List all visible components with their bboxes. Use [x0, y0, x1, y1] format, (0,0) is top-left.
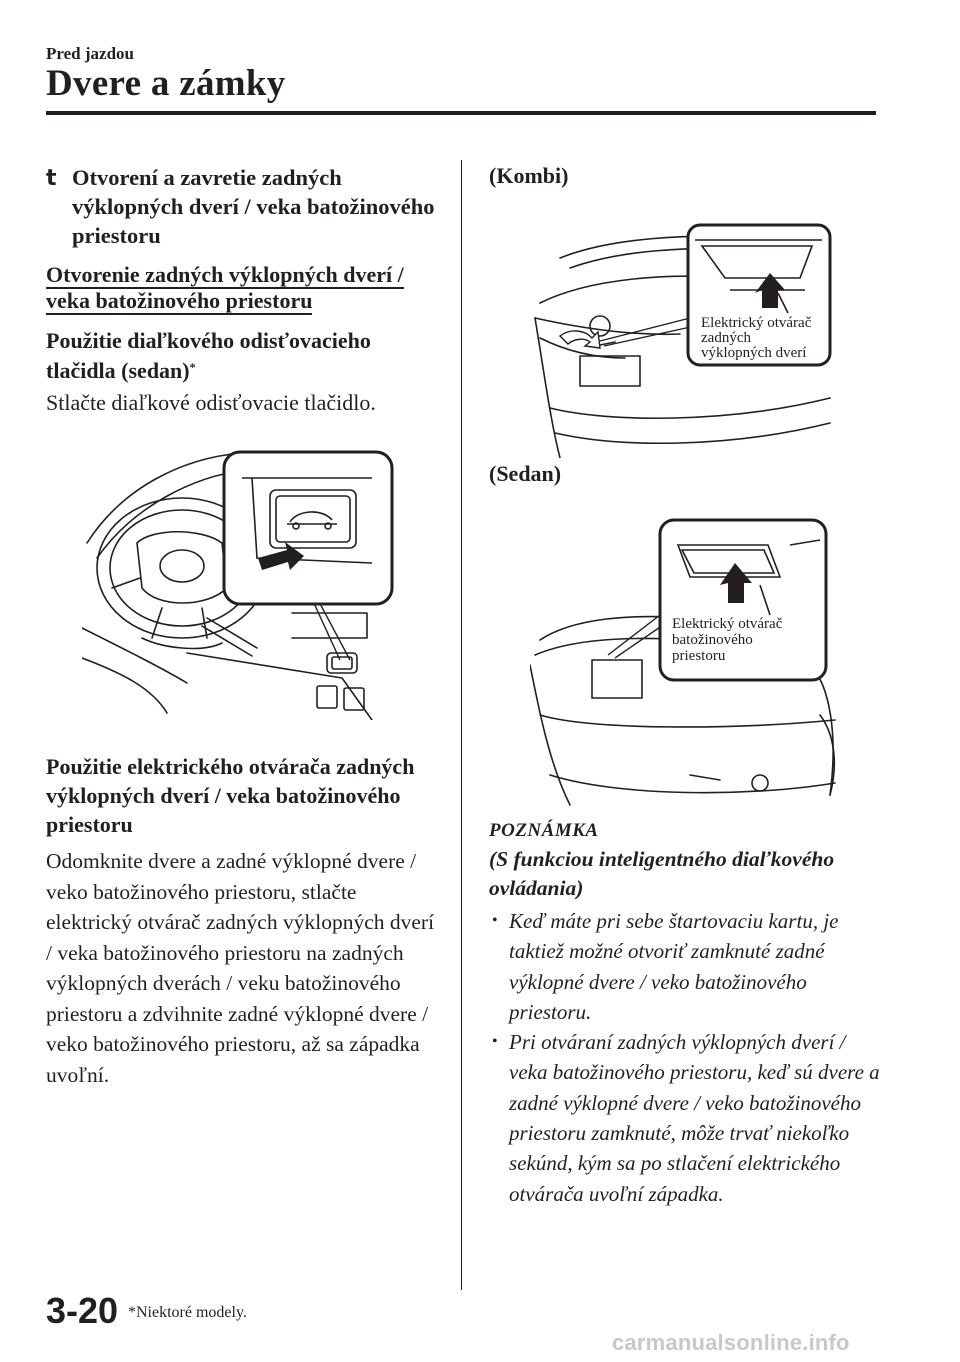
kombi-callout-line-3: výklopných dverí — [701, 345, 807, 361]
section-title: Otvorení a zavretie zadných výklopných dverí / veka batožinového priestoru — [72, 165, 435, 248]
note-subtitle: (S funkciou inteligentného diaľkového ovládania) — [489, 847, 835, 900]
sedan-callout-line-1: Elektrický otvárač — [672, 616, 783, 632]
kombi-liftgate-opener-illustration — [530, 218, 840, 458]
running-header-section: Pred jazdou — [46, 44, 134, 63]
sedan-callout-line-3: priestoru — [672, 648, 726, 664]
remote-release-heading — [46, 326, 426, 386]
kombi-label: (Kombi) — [489, 163, 569, 188]
sedan-trunk-opener-illustration — [530, 515, 842, 815]
note-title: POZNÁMKA — [489, 820, 599, 841]
note-item: • Keď máte pri sebe štartovaciu kartu, je taktiež možné otvoriť zamknuté zadné výklopné dvere / veko batožinového priestoru. — [489, 906, 884, 1027]
remote-release-button-illustration — [82, 448, 402, 720]
section-bullet-icon: t — [46, 166, 57, 191]
note-item: • Pri otváraní zadných výklopných dverí / veka batožinového priestoru, keď sú dvere a zadné výklopné dvere / veko batožinového priestoru zamknuté, môže trvať niekoľko sekúnd, kým sa po stlačení elektrického otvárača uvoľní západka. — [489, 1027, 884, 1209]
note-list — [489, 906, 884, 1209]
remote-release-body: Stlačte diaľkové odisťovacie tlačidlo. — [46, 390, 376, 415]
header-rule — [46, 111, 876, 115]
remote-release-heading-text: Použitie diaľkového odisťovacieho tlačidla (sedan) — [46, 328, 371, 383]
electric-opener-body: Odomknite dvere a zadné výklopné dvere / veko batožinového priestoru, stlačte elektrický otvárač zadných výklopných dverí / veka batožinového priestoru na zadných výklopných dverách / veku batožinového priestoru a zdvihnite zadné výklopné dvere / veko batožinového priestoru, až sa západka uvoľní. — [46, 849, 435, 1087]
footnote-mark: * — [189, 360, 196, 374]
kombi-callout-line-2: zadných — [701, 330, 751, 346]
footnote: *Niektoré modely. — [128, 1304, 247, 1321]
kombi-callout-line-1: Elektrický otvárač — [701, 315, 812, 331]
page-number: 3-20 — [46, 1290, 119, 1331]
column-divider — [461, 160, 462, 1290]
sedan-callout-line-2: batožinového — [672, 632, 753, 648]
sub-heading-text: Otvorenie zadných výklopných dverí / veka batožinového priestoru — [46, 262, 404, 313]
watermark: carmanualsonline.info — [612, 1330, 850, 1355]
sub-heading — [46, 262, 416, 314]
sedan-label: (Sedan) — [489, 461, 562, 486]
electric-opener-heading: Použitie elektrického otvárača zadných výklopných dverí / veka batožinového priestoru — [46, 754, 415, 837]
running-header-title: Dvere a zámky — [46, 63, 286, 104]
